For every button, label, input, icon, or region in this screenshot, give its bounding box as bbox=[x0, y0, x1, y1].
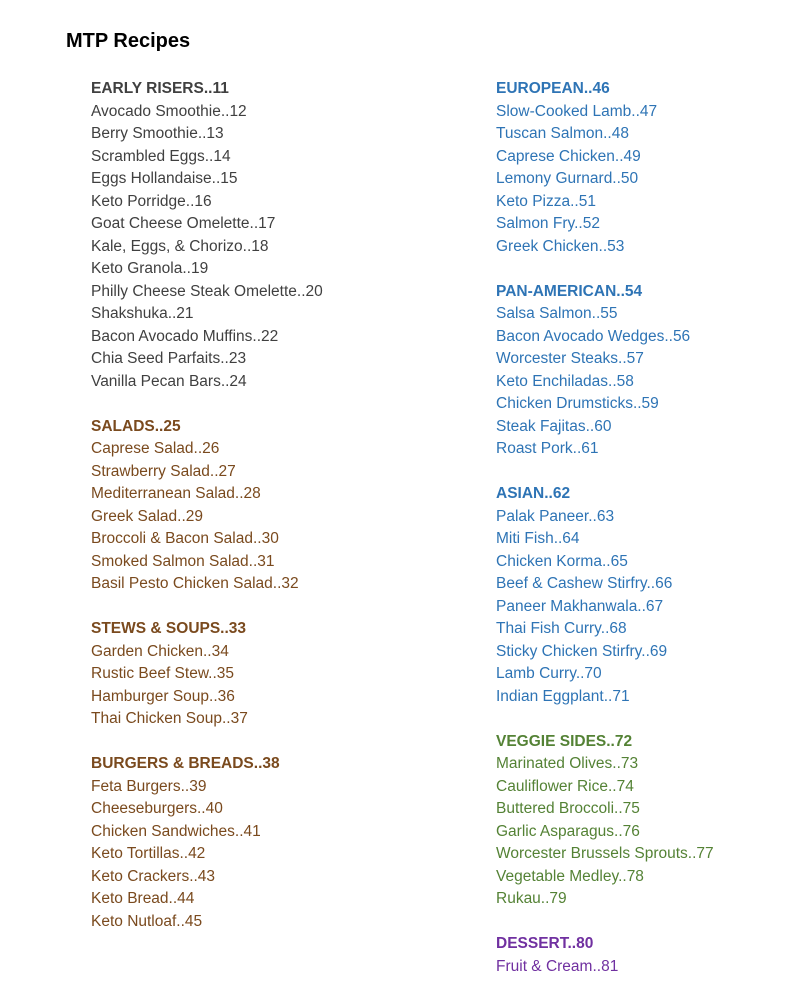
recipe-item: Chicken Korma..65 bbox=[496, 552, 628, 570]
section-dessert bbox=[496, 933, 796, 978]
recipe-item: Vegetable Medley..78 bbox=[496, 867, 644, 885]
recipe-item: Marinated Olives..73 bbox=[496, 755, 639, 772]
recipe-item: Thai Chicken Soup..37 bbox=[91, 710, 248, 727]
recipe-item: Beef & Cashew Stirfry..66 bbox=[496, 575, 673, 592]
section-burgers-breads bbox=[91, 753, 391, 933]
recipe-item: Strawberry Salad..27 bbox=[91, 462, 236, 480]
recipe-item: Cheeseburgers..40 bbox=[91, 800, 223, 817]
section-heading: EARLY RISERS..11 bbox=[91, 80, 229, 97]
recipe-item: Sticky Chicken Stirfry..69 bbox=[496, 642, 668, 660]
recipe-item: Bacon Avocado Muffins..22 bbox=[91, 327, 279, 345]
recipe-item: Keto Nutloaf..45 bbox=[91, 912, 203, 930]
recipe-item: Mediterranean Salad..28 bbox=[91, 485, 261, 502]
section-stews-soups bbox=[91, 618, 391, 731]
recipe-item: Vanilla Pecan Bars..24 bbox=[91, 372, 247, 390]
recipe-item: Salmon Fry..52 bbox=[496, 215, 600, 232]
recipe-item: Bacon Avocado Wedges..56 bbox=[496, 327, 691, 345]
left-column bbox=[91, 78, 391, 956]
recipe-item: Smoked Salmon Salad..31 bbox=[91, 552, 275, 570]
recipe-item: Broccoli & Bacon Salad..30 bbox=[91, 530, 279, 547]
recipe-item: Miti Fish..64 bbox=[496, 530, 580, 547]
recipe-item: Palak Paneer..63 bbox=[496, 507, 615, 525]
recipe-item: Scrambled Eggs..14 bbox=[91, 147, 231, 165]
recipe-item: Rukau..79 bbox=[496, 890, 567, 907]
section-european bbox=[496, 78, 796, 258]
recipe-item: Basil Pesto Chicken Salad..32 bbox=[91, 575, 299, 592]
recipe-item: Lamb Curry..70 bbox=[496, 665, 602, 682]
recipe-item: Keto Porridge..16 bbox=[91, 192, 212, 210]
recipe-item: Philly Cheese Steak Omelette..20 bbox=[91, 282, 323, 300]
section-early-risers bbox=[91, 78, 391, 393]
section-heading: BURGERS & BREADS..38 bbox=[91, 755, 280, 772]
recipe-item: Keto Enchiladas..58 bbox=[496, 372, 634, 390]
recipe-item: Caprese Salad..26 bbox=[91, 440, 220, 457]
recipe-item: Keto Tortillas..42 bbox=[91, 845, 206, 862]
recipe-item: Tuscan Salmon..48 bbox=[496, 125, 629, 142]
recipe-item: Garlic Asparagus..76 bbox=[496, 822, 640, 840]
recipe-item: Roast Pork..61 bbox=[496, 440, 599, 457]
recipe-item: Keto Crackers..43 bbox=[91, 867, 216, 885]
recipe-item: Keto Pizza..51 bbox=[496, 192, 596, 210]
recipe-item: Keto Bread..44 bbox=[91, 890, 195, 907]
recipe-item: Indian Eggplant..71 bbox=[496, 687, 630, 705]
recipe-item: Salsa Salmon..55 bbox=[496, 305, 618, 322]
recipe-item: Worcester Brussels Sprouts..77 bbox=[496, 845, 714, 862]
recipe-item: Greek Chicken..53 bbox=[496, 237, 625, 255]
right-column bbox=[496, 78, 796, 1001]
recipe-item: Worcester Steaks..57 bbox=[496, 350, 644, 367]
recipe-item: Steak Fajitas..60 bbox=[496, 417, 612, 435]
recipe-item: Garden Chicken..34 bbox=[91, 642, 229, 660]
recipe-item: Berry Smoothie..13 bbox=[91, 125, 224, 142]
recipe-item: Lemony Gurnard..50 bbox=[496, 170, 639, 187]
section-salads bbox=[91, 416, 391, 596]
recipe-item: Eggs Hollandaise..15 bbox=[91, 170, 238, 187]
section-veggie-sides bbox=[496, 731, 796, 911]
recipe-item: Rustic Beef Stew..35 bbox=[91, 665, 235, 682]
document-title: MTP Recipes bbox=[66, 30, 191, 52]
section-heading: STEWS & SOUPS..33 bbox=[91, 620, 247, 637]
section-heading: SALADS..25 bbox=[91, 417, 181, 435]
section-heading: ASIAN..62 bbox=[496, 485, 571, 502]
recipe-item: Paneer Makhanwala..67 bbox=[496, 597, 664, 615]
recipe-item: Shakshuka..21 bbox=[91, 305, 194, 322]
recipe-item: Chicken Sandwiches..41 bbox=[91, 822, 261, 840]
section-pan-american bbox=[496, 281, 796, 461]
recipe-item: Fruit & Cream..81 bbox=[496, 957, 619, 975]
recipe-item: Avocado Smoothie..12 bbox=[91, 102, 247, 120]
recipe-item: Kale, Eggs, & Chorizo..18 bbox=[91, 237, 269, 255]
recipe-item: Hamburger Soup..36 bbox=[91, 687, 235, 705]
recipe-item: Keto Granola..19 bbox=[91, 260, 209, 277]
recipe-item: Caprese Chicken..49 bbox=[496, 147, 641, 165]
section-heading: PAN-AMERICAN..54 bbox=[496, 282, 643, 300]
recipe-item: Thai Fish Curry..68 bbox=[496, 620, 627, 637]
section-asian bbox=[496, 483, 796, 708]
section-heading: VEGGIE SIDES..72 bbox=[496, 732, 633, 750]
recipe-item: Slow-Cooked Lamb..47 bbox=[496, 102, 658, 120]
recipe-item: Chia Seed Parfaits..23 bbox=[91, 350, 247, 367]
recipe-item: Greek Salad..29 bbox=[91, 507, 204, 525]
recipe-item: Cauliflower Rice..74 bbox=[496, 777, 634, 795]
recipe-item: Feta Burgers..39 bbox=[91, 777, 207, 795]
recipe-item: Buttered Broccoli..75 bbox=[496, 800, 640, 817]
section-heading: DESSERT..80 bbox=[496, 935, 594, 952]
section-heading: EUROPEAN..46 bbox=[496, 80, 610, 97]
recipe-item: Goat Cheese Omelette..17 bbox=[91, 215, 276, 232]
recipe-item: Chicken Drumsticks..59 bbox=[496, 395, 659, 412]
